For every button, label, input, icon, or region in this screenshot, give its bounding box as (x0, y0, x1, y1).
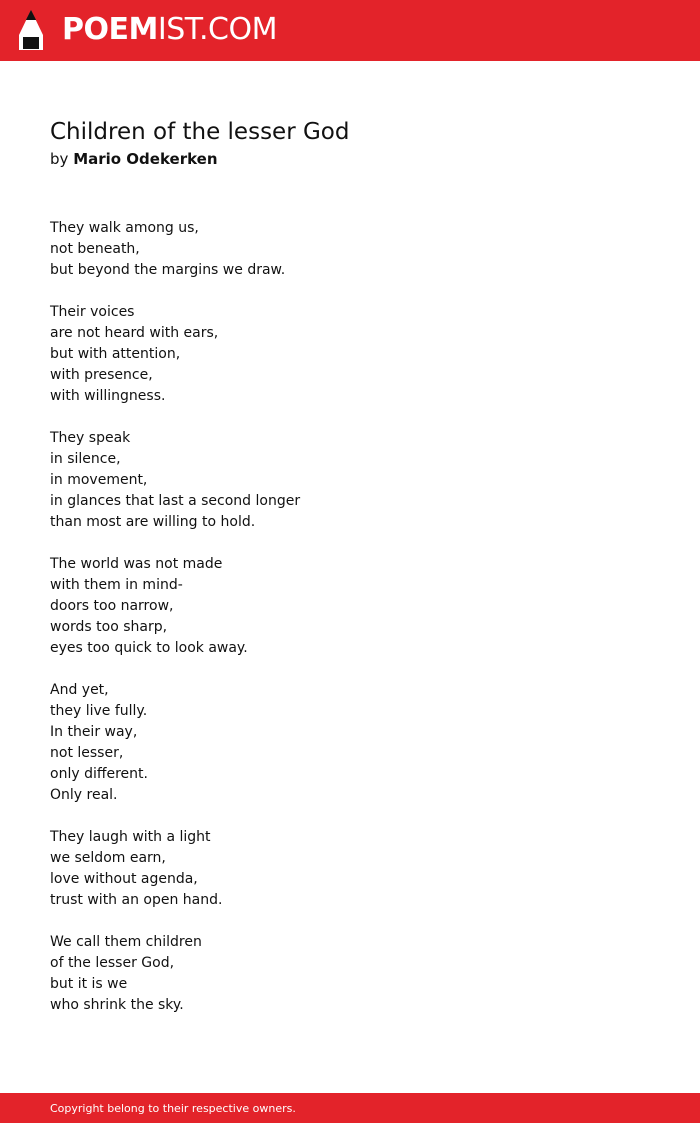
poem-line: in silence, (50, 451, 121, 467)
poem-line: with presence, (50, 367, 153, 383)
poem-line: but with attention, (50, 346, 181, 362)
byline (50, 149, 218, 169)
poem-line: not lesser, (50, 745, 124, 761)
pencil-tip-icon[interactable] (17, 9, 45, 51)
poem-line: than most are willing to hold. (50, 514, 256, 530)
poem-line: but it is we (50, 976, 128, 992)
poem-line: words too sharp, (50, 619, 168, 635)
poem-line: Only real. (50, 787, 118, 803)
poem-line: with willingness. (50, 388, 166, 404)
poem-line: in movement, (50, 472, 148, 488)
author-name: Mario Odekerken (73, 150, 218, 168)
poem-stanza (50, 932, 650, 1016)
poem-stanza (50, 428, 650, 533)
site-footer (0, 1093, 700, 1123)
poem-line: They speak (50, 430, 131, 446)
poem-stanza (50, 680, 650, 806)
poem-line: who shrink the sky. (50, 997, 184, 1013)
poem-stanza (50, 218, 650, 281)
poem-line: in glances that last a second longer (50, 493, 301, 509)
poem-line: they live fully. (50, 703, 148, 719)
poem-line: we seldom earn, (50, 850, 166, 866)
poem-line: only different. (50, 766, 148, 782)
copyright-text: Copyright belong to their respective owners. (50, 1102, 296, 1115)
poem-line: trust with an open hand. (50, 892, 223, 908)
poem-line: They laugh with a light (50, 829, 211, 845)
poem-line: but beyond the margins we draw. (50, 262, 286, 278)
poem-line: Their voices (50, 304, 135, 320)
by-label: by (50, 150, 69, 168)
poem-line: eyes too quick to look away. (50, 640, 248, 656)
poem-line: with them in mind- (50, 577, 183, 593)
poem-stanza (50, 554, 650, 659)
poem-line: In their way, (50, 724, 138, 740)
poem-line: They walk among us, (50, 220, 199, 236)
poem-line: are not heard with ears, (50, 325, 219, 341)
poem-line: love without agenda, (50, 871, 198, 887)
poem-stanza (50, 827, 650, 911)
brand-light: IST.COM (157, 12, 277, 47)
poem-stanza (50, 302, 650, 407)
site-header (0, 0, 700, 61)
poem-line: And yet, (50, 682, 109, 698)
brand-bold: POEM (62, 12, 158, 47)
poem-line: of the lesser God, (50, 955, 175, 971)
poem-body (50, 218, 650, 1037)
poem-title: Children of the lesser God (50, 119, 350, 145)
poem-line: The world was not made (50, 556, 223, 572)
poem-line: We call them children (50, 934, 202, 950)
poem-line: not beneath, (50, 241, 140, 257)
site-logo-text[interactable] (62, 11, 277, 49)
poem-line: doors too narrow, (50, 598, 174, 614)
